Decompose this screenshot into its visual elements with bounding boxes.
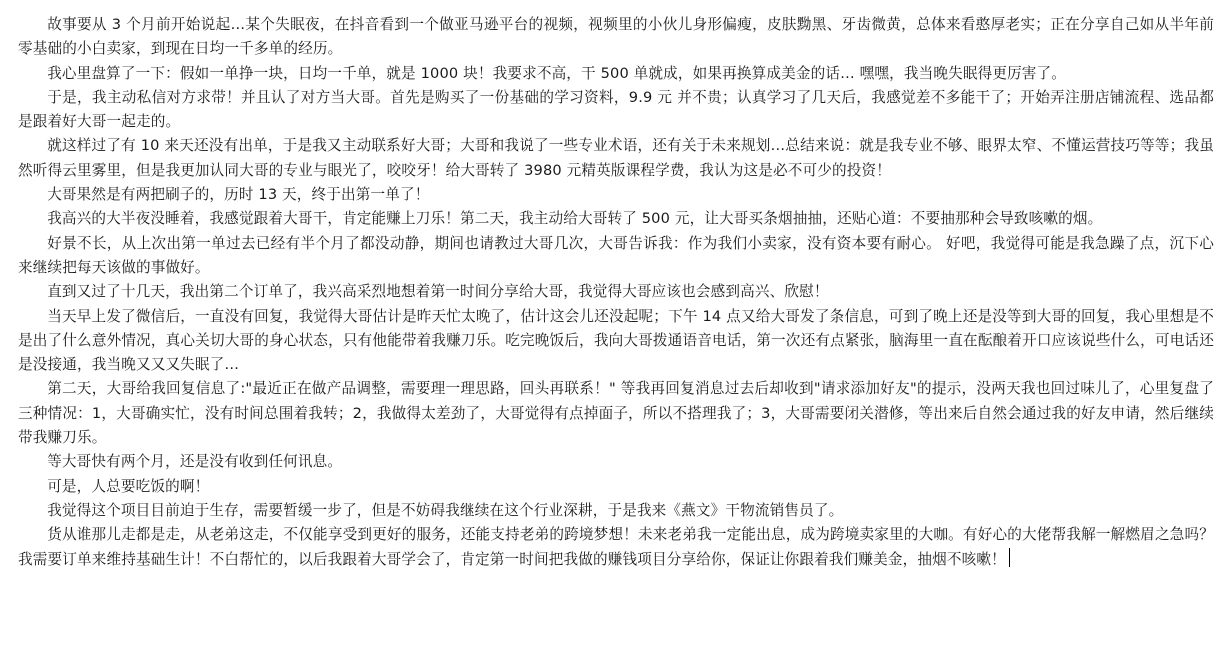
paragraph-8: 直到又过了十几天，我出第二个订单了，我兴高采烈地想着第一时间分享给大哥，我觉得大哥应该也会感到高兴、欣慰！ xyxy=(47,283,829,301)
paragraph-1: 故事要从 3 个月前开始说起…某个失眠夜，在抖音看到一个做亚马逊平台的视频，视频里的小伙儿身形偏瘦，皮肤黝黑、牙齿微黄，总体来看憨厚老实；正在分享自己如从半年前零基础的小白卖家，到现在日均一千多单的经历。 xyxy=(18,16,1214,58)
paragraph-2: 我心里盘算了一下：假如一单挣一块，日均一千单，就是 1000 块！我要求不高，干 500 单就成，如果再换算成美金的话… 嘿嘿，我当晚失眠得更厉害了。 xyxy=(47,64,1067,82)
paragraph-14-text: 货从谁那儿走都是走，从老弟这走，不仅能享受到更好的服务，还能支持老弟的跨境梦想！未来老弟我一定能出息，成为跨境卖家里的大咖。有好心的大佬帮我解一解燃眉之急吗？我需要订单来维持基础生计！不白帮忙的，以后我跟着大哥学会了，肯定第一时间把我做的赚钱项目分享给你，保证让你跟着我们赚美金，抽烟不咳嗽！ xyxy=(18,526,1214,568)
paragraph-7: 好景不长，从上次出第一单过去已经有半个月了都没动静，期间也请教过大哥几次，大哥告诉我：作为我们小卖家，没有资本要有耐心。 好吧，我觉得可能是我急躁了点，沉下心来继续把每天该做的事做好。 xyxy=(18,234,1214,276)
text-cursor[interactable] xyxy=(1009,548,1011,567)
paragraph-5: 大哥果然是有两把刷子的，历时 13 天，终于出第一单了！ xyxy=(47,186,430,204)
paragraph-10: 第二天，大哥给我回复信息了:"最近正在做产品调整，需要理一理思路，回头再联系！" 等我再回复消息过去后却收到"请求添加好友"的提示，没两天我也回过味儿了，心里复盘了三种情况：1，大哥确实忙，没有时间总围着我转；2，我做得太差劲了，大哥觉得有点掉面子，所以不搭理我了；3，大哥需要闭关潜修，等出来后自然会通过我的好友申请，然后继续带我赚刀乐。 xyxy=(18,380,1214,447)
paragraph-6: 我高兴的大半夜没睡着，我感觉跟着大哥干，肯定能赚上刀乐！第二天，我主动给大哥转了 500 元，让大哥买条烟抽抽，还贴心道：不要抽那种会导致咳嗽的烟。 xyxy=(47,210,1103,228)
paragraph-4: 就这样过了有 10 来天还没有出单，于是我又主动联系好大哥；大哥和我说了一些专业术语，还有关于未来规划…总结来说：就是我专业不够、眼界太窄、不懂运营技巧等等；我虽然听得云里雾里，但是我更加认同大哥的专业与眼光了，咬咬牙！给大哥转了 3980 元精英版课程学费，我认为这是必不可少的投资！ xyxy=(18,137,1214,179)
paragraph-13: 我觉得这个项目目前迫于生存，需要暂缓一步了，但是不妨碍我继续在这个行业深耕，于是我来《燕文》干物流销售员了。 xyxy=(47,501,844,519)
document-body[interactable] xyxy=(18,13,1214,572)
paragraph-3: 于是，我主动私信对方求带！并且认了对方当大哥。首先是购买了一份基础的学习资料，9.9 元 并不贵；认真学习了几天后，我感觉差不多能干了；开始弄注册店铺流程、选品都是跟着好大哥一起走的。 xyxy=(18,88,1214,131)
paragraph-11: 等大哥快有两个月，还是没有收到任何讯息。 xyxy=(47,453,343,471)
paragraph-9: 当天早上发了微信后，一直没有回复，我觉得大哥估计是昨天忙太晚了，估计这会儿还没起呢；下午 14 点又给大哥发了条信息，可到了晚上还是没等到大哥的回复，我心里想是不是出了什么意外情况，真心关切大哥的身心状态，只有他能带着我赚刀乐。吃完晚饭后，我向大哥拨通语音电话，第一次还有点紧张，脑海里一直在酝酿着开口应该说些什么，可电话还是没接通，我当晚又又又失眠了… xyxy=(18,307,1214,374)
paragraph-14 xyxy=(18,523,1214,572)
paragraph-12: 可是，人总要吃饭的啊！ xyxy=(47,477,210,495)
